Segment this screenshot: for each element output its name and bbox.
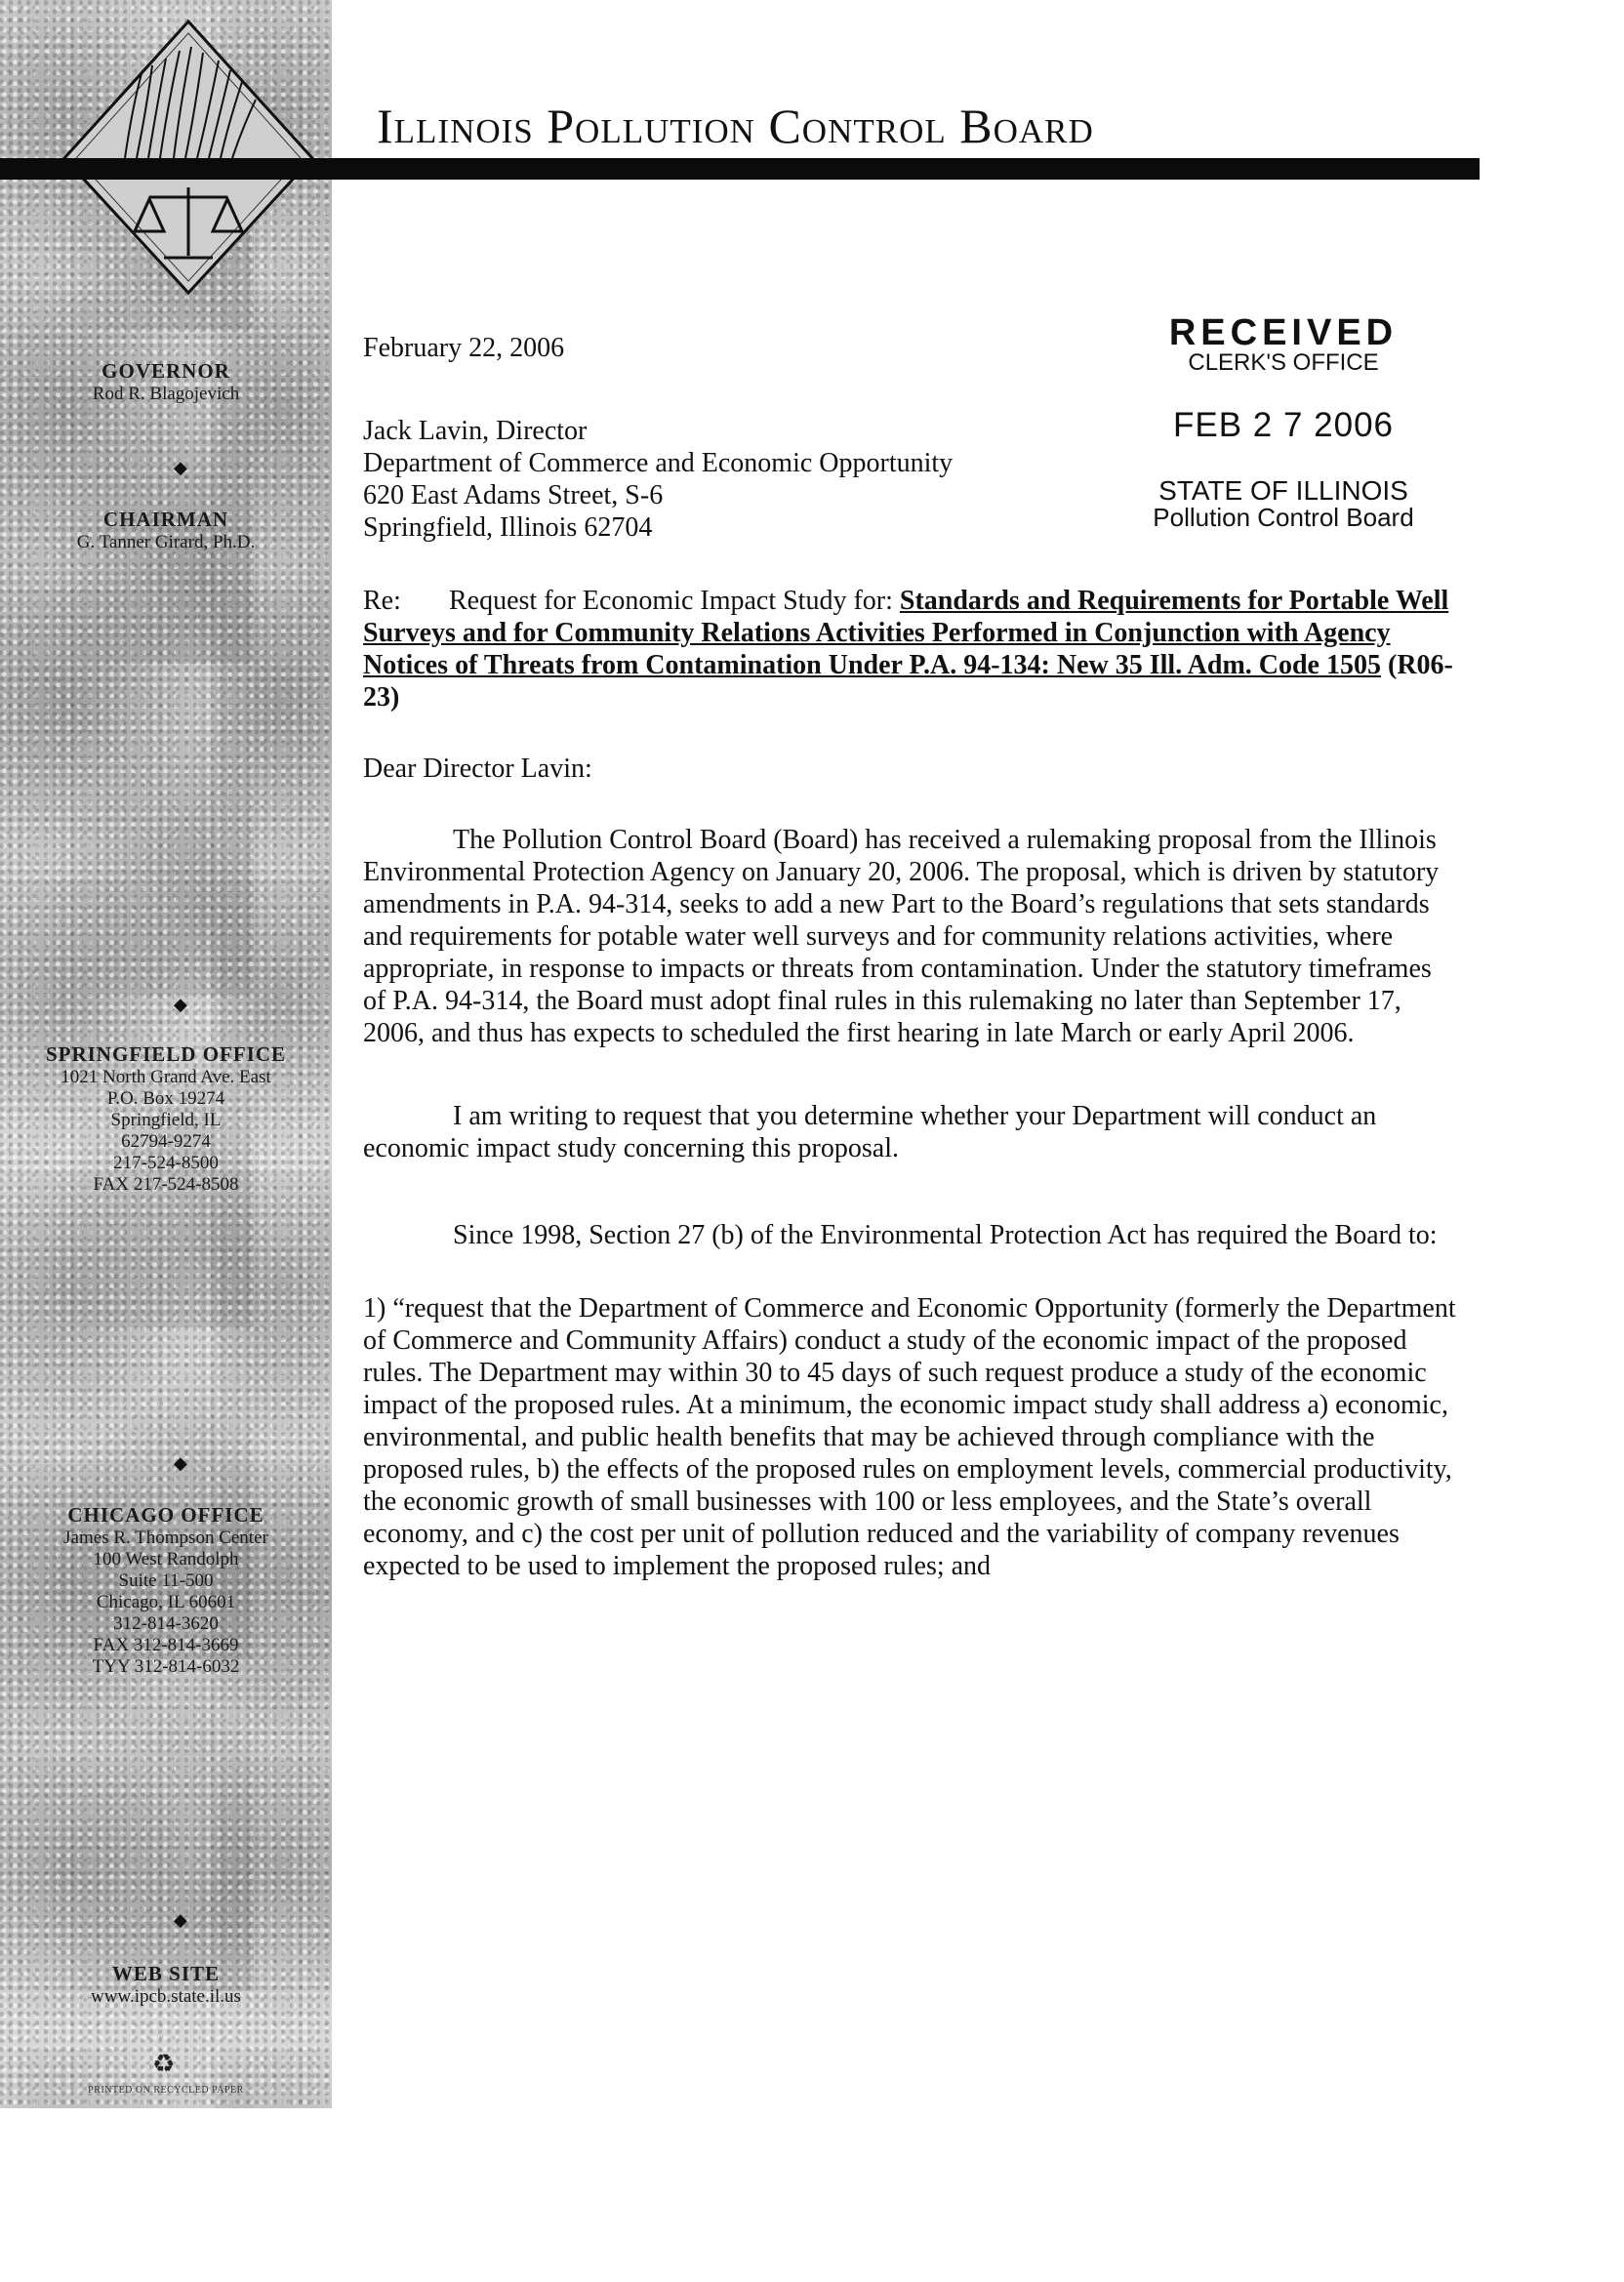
diamond-bullet-icon: ◆	[174, 1453, 187, 1473]
address-line: James R. Thompson Center	[63, 1528, 268, 1548]
springfield-office-title: SPRINGFIELD OFFICE	[45, 1042, 287, 1066]
subject-line	[363, 585, 1461, 713]
stamp-received: RECEIVED	[1168, 312, 1399, 353]
fax-line: FAX 217-524-8508	[93, 1174, 239, 1195]
statute-quote: 1) “request that the Department of Commerce and Economic Opportunity (formerly the Department of Commerce and Community Affairs) conduct a study of the economic impact of the proposed rules. The Department may within 30 to 45 days of such request produce a study of the economic impact of the proposed rules. At a minimum, the economic impact study shall address a) economic, environmental, and public health benefits that may be achieved through compliance with the proposed rules, b) the effects of the proposed rules on employment levels, commercial productivity, the economic growth of small businesses with 100 or less employees, and the State’s overall economy, and c) the cost per unit of pollution reduced and the variability of company revenues expected to be used to implement the proposed rules; and	[363, 1293, 1456, 1581]
governor-name: Rod R. Blagojevich	[92, 384, 240, 404]
board-logo-icon	[57, 12, 320, 295]
header-rule	[0, 158, 1480, 180]
fax-line: FAX 312-814-3669	[93, 1635, 239, 1655]
governor-title: GOVERNOR	[102, 359, 230, 383]
letter-date: February 22, 2006	[363, 333, 565, 363]
paragraph: I am writing to request that you determine whether your Department will conduct an economic impact study concerning this proposal.	[363, 1101, 1377, 1163]
website-link[interactable]: www.ipcb.state.il.us	[91, 1986, 241, 2007]
governor-block	[0, 359, 332, 405]
letterhead-sidebar	[0, 0, 332, 2108]
diamond-bullet-icon: ◆	[174, 995, 187, 1014]
address-line: 100 West Randolph	[93, 1549, 239, 1569]
address-line: 1021 North Grand Ave. East	[61, 1067, 271, 1087]
salutation: Dear Director Lavin:	[363, 754, 592, 784]
chairman-name: G. Tanner Girard, Ph.D.	[76, 532, 256, 552]
re-label: Re:	[363, 586, 401, 616]
letterhead-title: Illinois Pollution Control Board	[377, 99, 1094, 153]
chicago-office-block	[0, 1503, 332, 1678]
address-line: Springfield, IL	[110, 1110, 222, 1130]
paragraph: The Pollution Control Board (Board) has received a rulemaking proposal from the Illinois Environmental Protection Agency on January 20, 2006. The proposal, which is driven by statutory amendments in P.A. 94-314, seeks to add a new Part to the Board’s regulations that sets standards and requirements for potable water well surveys and for community relations activities, where appropriate, in response to impacts or threats from contamination. Under the statutory timeframes of P.A. 94-314, the Board must adopt final rules in this rulemaking no later than September 17, 2006, and thus has expects to scheduled the first hearing in late March or early April 2006.	[363, 825, 1440, 1048]
phone-line: 312-814-3620	[113, 1613, 219, 1634]
diamond-bullet-icon: ◆	[174, 458, 187, 477]
docket-number: (R06-23)	[363, 650, 1453, 713]
address-line: P.O. Box 19274	[106, 1088, 225, 1109]
address-line: Department of Commerce and Economic Opportunity	[363, 448, 954, 478]
chicago-office-title: CHICAGO OFFICE	[67, 1503, 264, 1527]
recycle-icon: ♻	[152, 2050, 176, 2078]
re-intro: Request for Economic Impact Study for:	[449, 586, 893, 616]
chairman-block	[0, 508, 332, 553]
stamp-date: FEB 2 7 2006	[1172, 406, 1395, 444]
address-line: 620 East Adams Street, S-6	[363, 480, 664, 510]
address-line: Jack Lavin, Director	[363, 416, 588, 446]
address-line: Suite 11-500	[118, 1570, 214, 1591]
address-line: Chicago, IL 60601	[96, 1592, 236, 1612]
website-block	[0, 1962, 332, 2008]
address-line: 62794-9274	[121, 1131, 211, 1152]
re-subject: Standards and Requirements for Portable Well Surveys and for Community Relations Activities Performed in Conjunction with Agency Notices of Threats from Contamination Under P.A. 94-134: New 35 Ill. Adm. Code 1505	[363, 586, 1449, 680]
springfield-office-block	[0, 1042, 332, 1196]
stamp-board: Pollution Control Board	[1153, 503, 1414, 532]
paragraph: Since 1998, Section 27 (b) of the Environmental Protection Act has required the Board to:	[453, 1220, 1438, 1250]
letter-body	[363, 332, 1461, 1582]
recipient-address	[363, 415, 1461, 544]
phone-line: 217-524-8500	[113, 1153, 219, 1173]
tty-line: TYY 312-814-6032	[92, 1656, 240, 1677]
diamond-bullet-icon: ◆	[174, 1910, 187, 1930]
stamp-clerks-office: CLERK'S OFFICE	[1188, 349, 1379, 376]
website-title: WEB SITE	[111, 1962, 221, 1985]
printed-note: PRINTED ON RECYCLED PAPER	[88, 2085, 244, 2096]
re-text	[363, 585, 1461, 713]
stamp-state: STATE OF ILLINOIS	[1158, 475, 1408, 506]
address-line: Springfield, Illinois 62704	[363, 512, 653, 543]
chairman-title: CHAIRMAN	[102, 508, 229, 531]
